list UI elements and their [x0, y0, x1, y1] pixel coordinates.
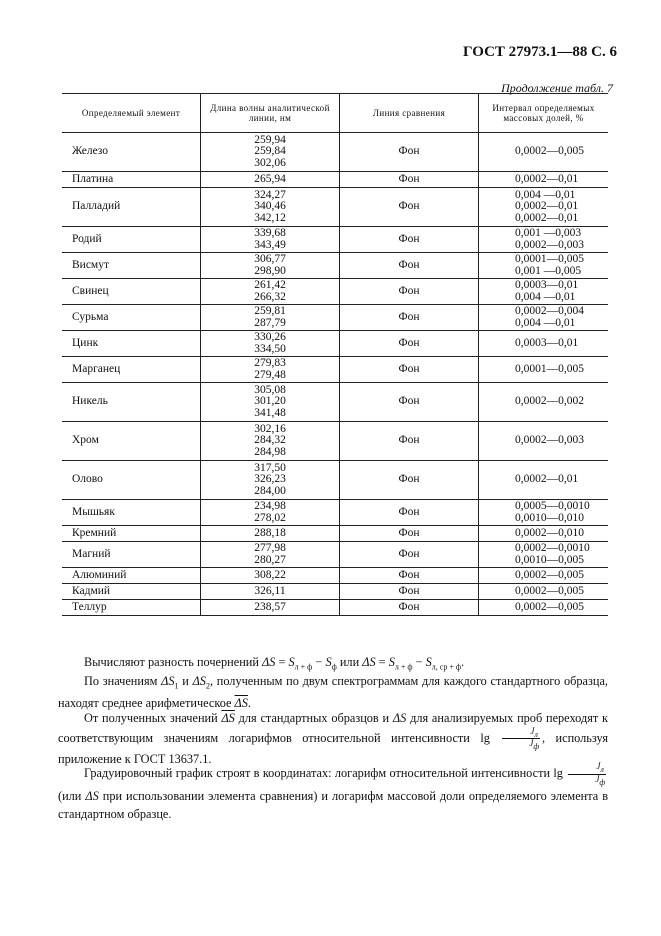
range-value: 0,0002—0,003 — [515, 238, 584, 251]
wavelength-value: 234,98 — [254, 500, 286, 512]
comparison-cell: Фон — [340, 422, 479, 461]
range-value: 0,0005—0,0010 — [515, 500, 590, 512]
table-row — [62, 568, 608, 584]
comparison-cell: Фон — [340, 172, 479, 188]
range-cell — [479, 461, 609, 500]
wavelength-cell — [201, 305, 340, 331]
column-header-wavelength: Длина волны аналитической линии, нм — [201, 94, 340, 133]
column-header-comparison: Линия сравнения — [340, 94, 479, 133]
comparison-cell: Фон — [340, 383, 479, 422]
page-header: ГОСТ 27973.1—88 С. 6 — [463, 44, 617, 60]
range-cell — [479, 133, 609, 172]
wavelength-cell — [201, 526, 340, 542]
table-row — [62, 500, 608, 526]
comparison-cell: Фон — [340, 500, 479, 526]
wavelength-value: 287,79 — [254, 316, 286, 329]
wavelength-value: 334,50 — [254, 342, 286, 355]
wavelength-value: 280,27 — [254, 553, 286, 566]
wavelength-value: 279,83 — [254, 357, 286, 369]
table-row — [62, 188, 608, 227]
range-value: 0,0002—0,004 — [515, 305, 584, 317]
wavelength-value: 288,18 — [254, 526, 286, 539]
comparison-cell: Фон — [340, 279, 479, 305]
element-cell: Теллур — [62, 600, 201, 616]
range-cell — [479, 188, 609, 227]
range-value: 0,0001—0,005 — [515, 362, 584, 375]
range-value: 0,004 —0,01 — [515, 290, 576, 303]
table-row — [62, 461, 608, 500]
range-cell — [479, 526, 609, 542]
table-row — [62, 253, 608, 279]
wavelength-value: 302,06 — [254, 156, 286, 169]
wavelength-cell — [201, 357, 340, 383]
range-value: 0,0002—0,005 — [515, 584, 584, 597]
range-value: 0,004 —0,01 — [515, 316, 576, 329]
table-row — [62, 600, 608, 616]
element-cell: Цинк — [62, 331, 201, 357]
wavelength-value: 326,23 — [254, 473, 286, 486]
element-cell: Платина — [62, 172, 201, 188]
wavelength-cell — [201, 600, 340, 616]
wavelength-cell — [201, 461, 340, 500]
element-cell: Алюминий — [62, 568, 201, 584]
spectral-lines-table — [62, 93, 608, 616]
paragraph-average: По значениям $\Delta S_1$ и $\Delta S_2$, полученным по двум спектрограммам для каждого стандартного образца, находят среднее арифметическое $\overline{\Delta S}$. — [58, 674, 608, 710]
range-cell — [479, 331, 609, 357]
wavelength-value: 298,90 — [254, 264, 286, 277]
range-value: 0,001 —0,003 — [515, 227, 582, 239]
column-header-element: Определяемый элемент — [62, 94, 201, 133]
range-cell — [479, 357, 609, 383]
range-value: 0,0002—0,010 — [515, 526, 584, 539]
wavelength-value: 330,26 — [254, 331, 286, 343]
wavelength-cell — [201, 253, 340, 279]
range-value: 0,0010—0,010 — [515, 511, 584, 524]
wavelength-cell — [201, 172, 340, 188]
element-cell: Висмут — [62, 253, 201, 279]
range-value: 0,0002—0,01 — [515, 473, 579, 486]
wavelength-value: 238,57 — [254, 600, 286, 613]
element-cell: Железо — [62, 133, 201, 172]
comparison-cell: Фон — [340, 331, 479, 357]
wavelength-value: 266,32 — [254, 290, 286, 303]
range-cell — [479, 568, 609, 584]
comparison-cell: Фон — [340, 133, 479, 172]
range-cell — [479, 305, 609, 331]
table-row — [62, 542, 608, 568]
element-cell: Марганец — [62, 357, 201, 383]
range-value: 0,004 —0,01 — [515, 188, 576, 201]
wavelength-value: 341,48 — [254, 406, 286, 419]
wavelength-value: 259,94 — [254, 133, 286, 146]
wavelength-value: 342,12 — [254, 211, 286, 224]
element-cell: Палладий — [62, 188, 201, 227]
wavelength-value: 278,02 — [254, 511, 286, 524]
wavelength-value: 339,68 — [254, 227, 286, 239]
wavelength-value: 340,46 — [254, 200, 286, 213]
comparison-cell: Фон — [340, 568, 479, 584]
wavelength-value: 277,98 — [254, 542, 286, 554]
comparison-cell: Фон — [340, 542, 479, 568]
table-continuation-label: Продолжение табл. 7 — [501, 81, 613, 95]
paragraph-calibration: Градуировочный график строят в координатах: логарифм относительной интенсивности lg $\frac{J_л}{J_ф}$ (или ΔS при использовании элемента сравнения) и логарифм массовой доли определяемого элемента в стандартном образце. — [58, 761, 609, 821]
range-cell — [479, 584, 609, 600]
wavelength-value: 284,98 — [254, 445, 286, 458]
comparison-cell: Фон — [340, 600, 479, 616]
table-header-row — [62, 94, 608, 133]
element-cell: Хром — [62, 422, 201, 461]
wavelength-value: 301,20 — [254, 395, 286, 408]
comparison-cell: Фон — [340, 526, 479, 542]
range-value: 0,0002—0,003 — [515, 434, 584, 447]
table-row — [62, 357, 608, 383]
range-value: 0,0002—0,01 — [515, 200, 579, 213]
range-cell — [479, 422, 609, 461]
range-value: 0,001 —0,005 — [515, 264, 582, 277]
element-cell: Магний — [62, 542, 201, 568]
wavelength-value: 265,94 — [254, 172, 286, 185]
wavelength-value: 305,08 — [254, 383, 286, 396]
intensity-ratio-fraction: $\frac{J_л}{J_ф}$ — [568, 762, 606, 787]
comparison-cell: Фон — [340, 253, 479, 279]
table-row — [62, 383, 608, 422]
element-cell: Сурьма — [62, 305, 201, 331]
table-row — [62, 305, 608, 331]
wavelength-value: 317,50 — [254, 461, 286, 474]
table-row — [62, 331, 608, 357]
wavelength-cell — [201, 422, 340, 461]
range-cell — [479, 279, 609, 305]
comparison-cell: Фон — [340, 357, 479, 383]
range-value: 0,0002—0,002 — [515, 395, 584, 408]
range-cell — [479, 227, 609, 253]
wavelength-value: 279,48 — [254, 368, 286, 381]
table-row — [62, 584, 608, 600]
wavelength-cell — [201, 279, 340, 305]
comparison-cell: Фон — [340, 584, 479, 600]
range-cell — [479, 253, 609, 279]
wavelength-value: 284,32 — [254, 434, 286, 447]
comparison-cell: Фон — [340, 188, 479, 227]
wavelength-cell — [201, 500, 340, 526]
wavelength-cell — [201, 542, 340, 568]
comparison-cell: Фон — [340, 461, 479, 500]
comparison-cell: Фон — [340, 227, 479, 253]
element-cell: Кадмий — [62, 584, 201, 600]
range-value: 0,0003—0,01 — [515, 336, 579, 349]
range-value: 0,0001—0,005 — [515, 253, 584, 265]
element-cell: Олово — [62, 461, 201, 500]
wavelength-value: 259,81 — [254, 305, 286, 317]
range-cell — [479, 600, 609, 616]
element-cell: Кремний — [62, 526, 201, 542]
comparison-cell: Фон — [340, 305, 479, 331]
wavelength-value: 324,27 — [254, 188, 286, 201]
wavelength-value: 259,84 — [254, 145, 286, 158]
wavelength-cell — [201, 568, 340, 584]
paragraph-logarithm: От полученных значений $\overline{\Delta S}$ для стандартных образцов и ΔS для анализируемых проб переходят к соответствующим значениям логарифмов относительной интенсивности lg $\frac{J_л}{J_ф}$ , используя приложение к ГОСТ 13637.1. — [58, 711, 608, 767]
wavelength-value: 308,22 — [254, 568, 286, 581]
range-value: 0,0002—0,005 — [515, 568, 584, 581]
wavelength-value: 306,77 — [254, 253, 286, 265]
element-cell: Свинец — [62, 279, 201, 305]
range-cell — [479, 383, 609, 422]
table-row — [62, 227, 608, 253]
range-value: 0,0002—0,005 — [515, 145, 584, 158]
wavelength-cell — [201, 331, 340, 357]
table-body — [62, 133, 608, 616]
range-value: 0,0002—0,0010 — [515, 542, 590, 554]
element-cell: Никель — [62, 383, 201, 422]
wavelength-cell — [201, 383, 340, 422]
table-row — [62, 279, 608, 305]
element-cell: Мышьяк — [62, 500, 201, 526]
range-value: 0,0002—0,01 — [515, 211, 579, 224]
wavelength-value: 302,16 — [254, 422, 286, 435]
wavelength-cell — [201, 133, 340, 172]
range-cell — [479, 172, 609, 188]
table-row — [62, 526, 608, 542]
range-cell — [479, 542, 609, 568]
range-value: 0,0003—0,01 — [515, 279, 579, 291]
paragraph-difference: Вычисляют разность почернений $\Delta S = S_{л + ф} - S_ф$ или $\Delta S = S_{л + ф} - S_{л, ср + ф}$. — [84, 655, 465, 672]
range-value: 0,0002—0,005 — [515, 600, 584, 613]
wavelength-value: 326,11 — [254, 584, 286, 597]
element-cell: Родий — [62, 227, 201, 253]
wavelength-value: 343,49 — [254, 238, 286, 251]
wavelength-value: 261,42 — [254, 279, 286, 291]
range-value: 0,0002—0,01 — [515, 172, 579, 185]
intensity-ratio-fraction: $\frac{J_л}{J_ф}$ — [502, 727, 540, 752]
range-cell — [479, 500, 609, 526]
wavelength-cell — [201, 188, 340, 227]
table-row — [62, 133, 608, 172]
wavelength-cell — [201, 584, 340, 600]
table-row — [62, 172, 608, 188]
wavelength-cell — [201, 227, 340, 253]
column-header-range: Интервал определяемых массовых долей, % — [479, 94, 609, 133]
range-value: 0,0010—0,005 — [515, 553, 584, 566]
wavelength-value: 284,00 — [254, 484, 286, 497]
table-row — [62, 422, 608, 461]
